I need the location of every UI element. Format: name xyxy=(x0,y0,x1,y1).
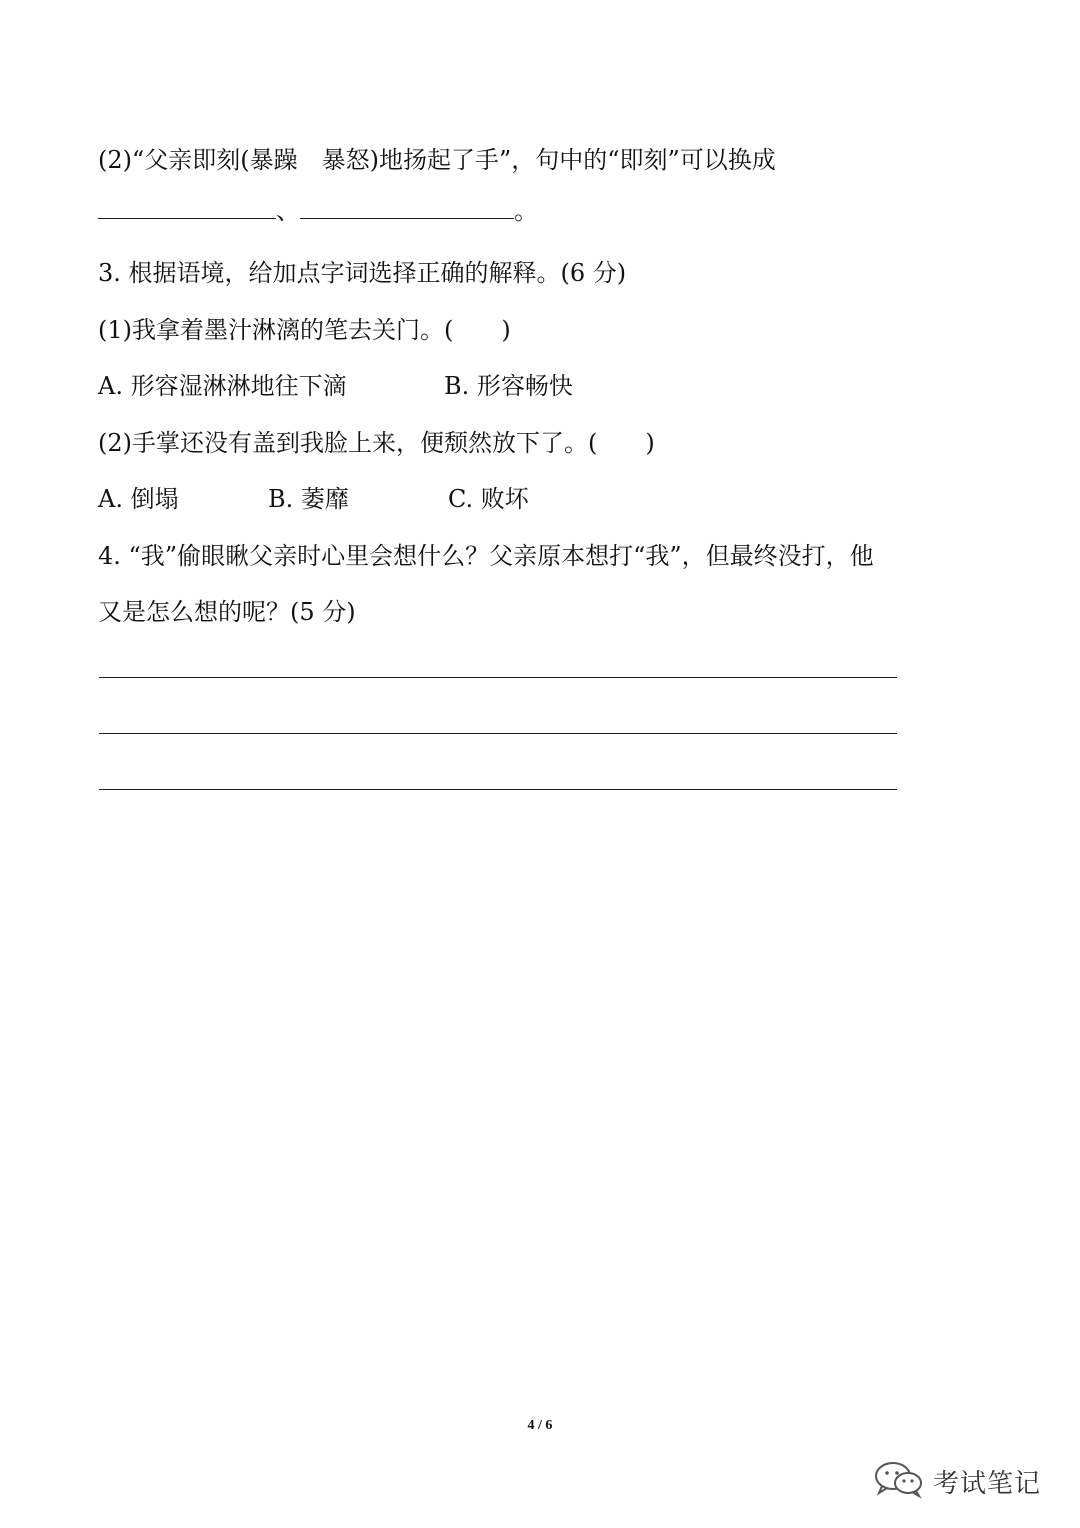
option-a: A. 倒塌 xyxy=(98,485,179,513)
answer-line[interactable] xyxy=(99,733,897,734)
sentence-end: 。 xyxy=(514,197,538,225)
q3-2-options xyxy=(98,484,529,514)
q3-2-text: (2)手掌还没有盖到我脸上来，便颓然放下了。( ) xyxy=(98,429,655,457)
answer-blank-2[interactable] xyxy=(300,200,514,219)
answer-line[interactable] xyxy=(99,789,897,790)
q4-line-2: 又是怎么想的呢？(5 分) xyxy=(98,598,356,626)
q3-title: 3. 根据语境，给加点字词选择正确的解释。(6 分) xyxy=(98,259,627,287)
option-a: A. 形容湿淋淋地往下滴 xyxy=(98,372,347,400)
q3-1-text: (1)我拿着墨汁淋漓的笔去关门。( ) xyxy=(98,316,511,344)
q2-2-blanks xyxy=(98,196,538,226)
q3-1-options xyxy=(98,371,573,401)
watermark xyxy=(873,1455,1063,1507)
watermark-text: 考试笔记 xyxy=(933,1468,1042,1499)
separator: 、 xyxy=(276,197,300,225)
option-b: B. 形容畅快 xyxy=(444,372,573,400)
q4-line-1: 4. “我”偷眼瞅父亲时心里会想什么？父亲原本想打“我”，但最终没打，他 xyxy=(98,542,874,570)
option-c: C. 败坏 xyxy=(448,485,529,513)
answer-line[interactable] xyxy=(99,677,897,678)
q2-2-text: (2)“父亲即刻(暴躁 暴怒)地扬起了手”，句中的“即刻”可以换成 xyxy=(98,146,776,174)
option-b: B. 萎靡 xyxy=(268,485,349,513)
answer-blank-1[interactable] xyxy=(98,200,276,219)
page-number: 4 / 6 xyxy=(527,1418,553,1433)
wechat-icon xyxy=(873,1459,925,1503)
